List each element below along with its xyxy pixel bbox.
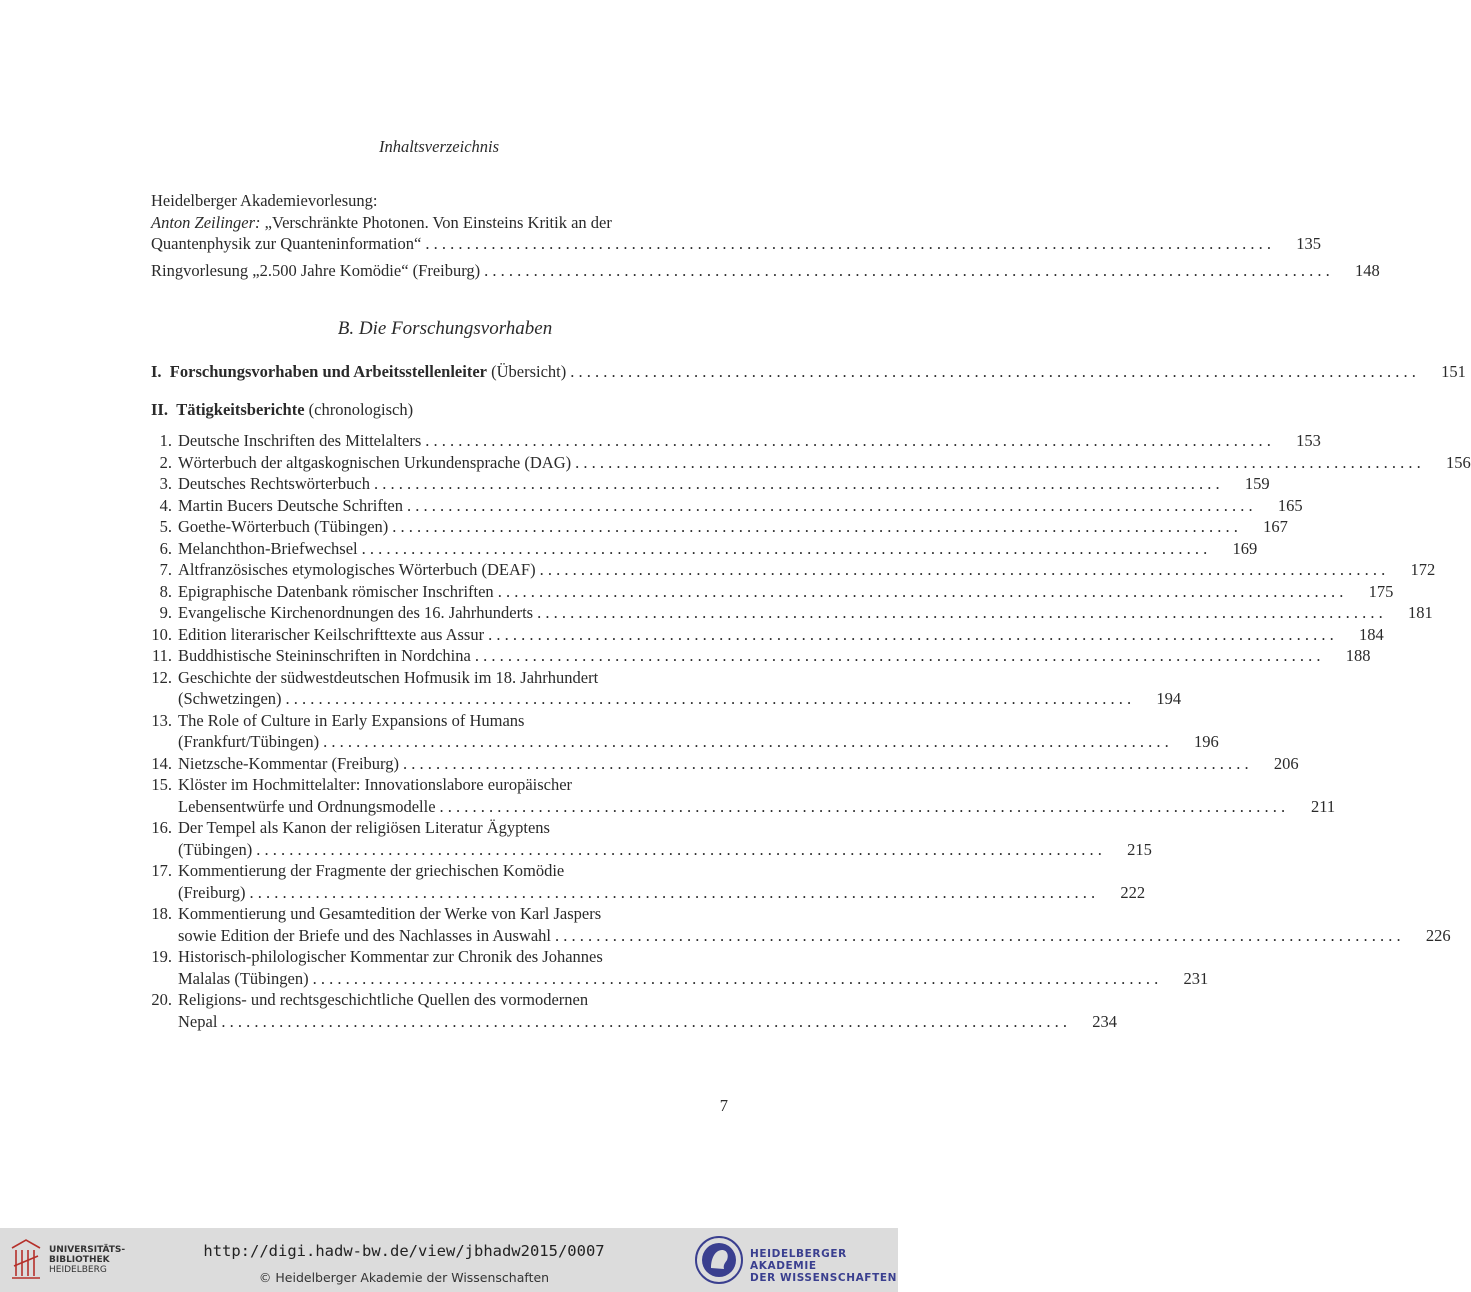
ring-lecture-entry: [151, 260, 1380, 282]
toc-entry-number: 4.: [159, 495, 172, 515]
toc-entry-title: Evangelische Kirchenordnungen des 16. Jahrhunderts: [178, 603, 534, 622]
toc-entry-title: (Frankfurt/Tübingen): [178, 732, 320, 751]
toc-entry: [151, 516, 1288, 538]
toc-entry-number: 13.: [151, 710, 172, 730]
toc-entry-number: 6.: [159, 538, 172, 558]
leader-dots: [256, 839, 1102, 861]
part-i-label: I.: [151, 362, 162, 381]
toc-entry: [151, 860, 1146, 903]
toc-entry-number: 12.: [151, 667, 172, 687]
part-ii-title: Tätigkeitsberichte: [176, 400, 305, 419]
toc-entry: [151, 645, 1371, 667]
lecture-author: Anton Zeilinger:: [151, 212, 261, 232]
part-i-title: Forschungsvorhaben und Arbeitsstellenleiter: [169, 362, 487, 381]
leader-dots: [425, 233, 1271, 255]
toc-entry-title: Buddhistische Steininschriften in Nordchina: [178, 646, 471, 665]
leader-dots: [407, 495, 1253, 517]
toc-list: [151, 430, 1471, 1032]
toc-entry-page: 184: [1358, 624, 1384, 644]
leader-dots: [575, 452, 1421, 474]
toc-entry: [151, 581, 1394, 603]
toc-entry-title: Deutsche Inschriften des Mittelalters: [178, 431, 422, 450]
ring-lecture-title: Ringvorlesung „2.500 Jahre Komödie“ (Freiburg): [151, 260, 481, 280]
toc-entry-title: Klöster im Hochmittelalter: Innovationslabore europäischer: [178, 775, 573, 794]
toc-entry: [151, 753, 1299, 775]
toc-entry-title: (Freiburg): [178, 882, 246, 902]
toc-entry: [151, 430, 1321, 452]
toc-entry-title: Kommentierung und Gesamtedition der Werke von Karl Jaspers: [178, 904, 602, 923]
leader-dots: [555, 925, 1401, 947]
toc-entry-title: Geschichte der südwestdeutschen Hofmusik im 18. Jahrhundert: [178, 667, 599, 687]
toc-entry-title: Nepal: [178, 1011, 218, 1031]
toc-entry-title: Der Tempel als Kanon der religiösen Literatur Ägyptens: [178, 818, 550, 837]
lecture-heading: Heidelberger Akademievorlesung:: [151, 191, 378, 210]
toc-entry-number: 1.: [159, 431, 172, 450]
toc-entry-page: 156: [1445, 452, 1471, 472]
toc-entry-number: 7.: [159, 560, 172, 579]
leader-dots: [374, 473, 1220, 495]
lecture-title-line-1: [151, 212, 728, 234]
section-heading-b: B. Die Forschungsvorhaben: [337, 318, 553, 339]
running-head: Inhaltsverzeichnis: [378, 137, 500, 156]
toc-entry-page: 188: [1345, 646, 1371, 665]
leader-dots: [362, 538, 1208, 560]
toc-entry-page: 181: [1407, 603, 1433, 622]
toc-entry: [151, 538, 1258, 560]
toc-entry: [151, 452, 1471, 474]
toc-entry-number: 19.: [151, 947, 172, 966]
toc-entry-title: Edition literarischer Keilschrifttexte aus Assur: [178, 624, 485, 644]
toc-entry: [151, 774, 1336, 817]
part-ii-suffix: (chronologisch): [304, 400, 414, 419]
leader-dots: [537, 602, 1383, 624]
leader-dots: [475, 645, 1321, 667]
toc-entry-title: (Schwetzingen): [178, 689, 282, 708]
toc-entry: [151, 602, 1433, 624]
toc-entry-title: Wörterbuch der altgaskognischen Urkundensprache (DAG): [178, 452, 572, 472]
lecture-title-line-2: [151, 233, 1321, 255]
toc-entry-page: 194: [1156, 689, 1182, 708]
toc-entry-page: 165: [1277, 495, 1303, 515]
part-ii-label: II.: [151, 400, 168, 419]
copyright-notice: © Heidelberger Akademie der Wissenschaften: [258, 1270, 550, 1285]
part-i-entry: [151, 361, 1466, 383]
toc-entry-page: 215: [1127, 839, 1152, 859]
toc-entry-page: 222: [1120, 882, 1146, 902]
leader-dots: [425, 430, 1271, 452]
toc-entry-page: 226: [1425, 925, 1451, 945]
toc-entry-title: Malalas (Tübingen): [178, 968, 309, 988]
toc-entry-title: Martin Bucers Deutsche Schriften: [178, 495, 403, 515]
toc-entry-number: 17.: [151, 861, 172, 880]
toc-entry-page: 231: [1183, 968, 1209, 988]
toc-entry-page: 159: [1244, 474, 1270, 493]
leader-dots: [313, 968, 1159, 990]
toc-entry-number: 3.: [159, 474, 172, 493]
toc-entry-number: 16.: [151, 818, 172, 837]
toc-entry-title: (Tübingen): [178, 839, 253, 859]
toc-entry: [151, 946, 1209, 989]
leader-dots: [221, 1011, 1067, 1033]
toc-entry-title: sowie Edition der Briefe und des Nachlasses in Auswahl: [178, 925, 552, 945]
toc-entry-number: 9.: [159, 603, 172, 622]
toc-entry-title: Kommentierung der Fragmente der griechischen Komödie: [178, 861, 565, 880]
lecture-title-part-1: „Verschränkte Photonen. Von Einsteins Kritik an der: [260, 212, 612, 232]
toc-entry: [151, 624, 1384, 646]
toc-entry-number: 2.: [159, 452, 172, 472]
toc-entry-number: 18.: [151, 904, 172, 923]
toc-entry: [151, 710, 1219, 753]
toc-entry: [151, 903, 1451, 946]
leader-dots: [540, 559, 1386, 581]
lecture-title-part-2: Quantenphysik zur Quanteninformation“: [151, 234, 422, 253]
toc-entry-title: Lebensentwürfe und Ordnungsmodelle: [178, 796, 436, 816]
toc-entry: [151, 667, 1182, 710]
toc-entry: [151, 559, 1436, 581]
leader-dots: [484, 260, 1330, 282]
ring-lecture-page: 148: [1355, 260, 1380, 280]
leader-dots: [440, 796, 1286, 818]
toc-entry-page: 196: [1194, 732, 1219, 751]
leader-dots: [286, 688, 1132, 710]
leader-dots: [498, 581, 1344, 603]
toc-entry-page: 175: [1368, 581, 1394, 601]
part-i-page: 151: [1441, 362, 1466, 381]
toc-entry-title: Nietzsche-Kommentar (Freiburg): [178, 753, 399, 773]
part-ii-heading: [151, 399, 728, 421]
toc-entry-number: 5.: [159, 517, 172, 536]
university-library-name: UNIVERSITÄTS- BIBLIOTHEK HEIDELBERG: [49, 1245, 126, 1275]
toc-entry: [151, 817, 1152, 860]
toc-entry-page: 172: [1410, 560, 1436, 579]
toc-entry-number: 14.: [151, 753, 172, 773]
toc-entry: [151, 473, 1270, 495]
toc-entry-title: Epigraphische Datenbank römischer Inschriften: [178, 581, 494, 601]
toc-entry-page: 234: [1092, 1011, 1118, 1031]
permalink-url[interactable]: http://digi.hadw-bw.de/view/jbhadw2015/0007: [203, 1242, 605, 1260]
toc-entry-title: Religions- und rechtsgeschichtliche Quellen des vormodernen: [178, 990, 589, 1009]
toc-entry-title: The Role of Culture in Early Expansions of Humans: [178, 710, 525, 730]
toc-entry-page: 167: [1263, 517, 1288, 536]
leader-dots: [323, 731, 1169, 753]
toc-entry-page: 153: [1296, 431, 1321, 450]
toc-entry-page: 169: [1232, 538, 1258, 558]
toc-entry-number: 8.: [159, 581, 172, 601]
academy-name: HEIDELBERGER AKADEMIE DER WISSENSCHAFTEN: [750, 1248, 898, 1284]
toc-entry-number: 20.: [151, 990, 172, 1009]
leader-dots: [403, 753, 1249, 775]
toc-entry-number: 11.: [151, 646, 172, 665]
leader-dots: [488, 624, 1334, 646]
leader-dots: [250, 882, 1096, 904]
toc-entry-page: 211: [1311, 796, 1336, 816]
intro-block: [151, 190, 1380, 281]
leader-dots: [392, 516, 1238, 538]
toc-entry-title: Goethe-Wörterbuch (Tübingen): [178, 517, 389, 536]
footer-bar: [0, 1228, 898, 1292]
academy-seal-icon[interactable]: [694, 1235, 744, 1285]
toc-entry-title: Altfranzösisches etymologisches Wörterbuch (DEAF): [178, 560, 536, 579]
toc-entry: [151, 495, 1303, 517]
toc-entry-number: 10.: [151, 624, 172, 644]
toc-entry-title: Historisch-philologischer Kommentar zur Chronik des Johannes: [178, 947, 603, 966]
page-number: 7: [719, 1096, 728, 1115]
toc-entry: [151, 989, 1118, 1032]
lecture-page: 135: [1296, 234, 1321, 253]
toc-entry-page: 206: [1273, 753, 1299, 773]
part-i-suffix: (Übersicht): [486, 362, 567, 381]
leader-dots: [570, 361, 1416, 383]
toc-entry-title: Melanchthon-Briefwechsel: [178, 538, 358, 558]
toc-entry-number: 15.: [151, 775, 172, 794]
toc-entry-title: Deutsches Rechtswörterbuch: [178, 474, 370, 493]
